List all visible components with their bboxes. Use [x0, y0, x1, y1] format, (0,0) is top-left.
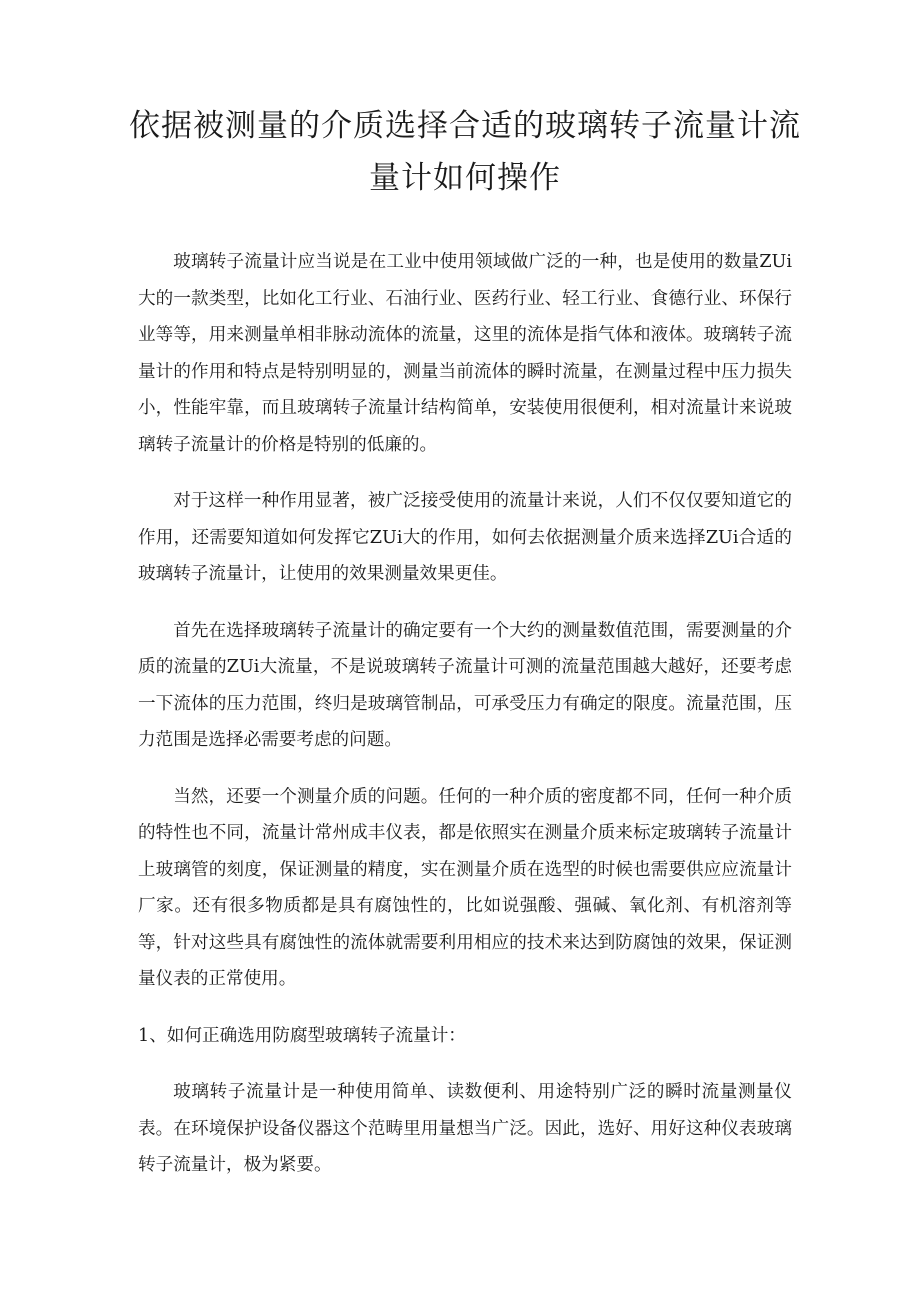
section-heading: 1、如何正确选用防腐型玻璃转子流量计： — [138, 1025, 466, 1046]
paragraph-medium: 当然，还要一个测量介质的问题。任何的一种介质的密度都不同，任何一种介质的特性也不同，流量计常州成丰仪表，都是依照实在测量介质来标定玻璃转子流量计上玻璃管的刻度，保证测量的精度，实在测量介质在选型的时候也需要供应应流量计厂家。还有很多物质都是具有腐蚀性的，比如说强酸、强碱、氧化剂、有机溶剂等等，针对这些具有腐蚀性的流体就需要利用相应的技术来达到防腐蚀的效果，保证测量仪表的正常使用。 — [138, 786, 792, 989]
paragraph-flow-range: 首先在选择玻璃转子流量计的确定要有一个大约的测量数值范围，需要测量的介质的流量的ZUi大流量，不是说玻璃转子流量计可测的流量范围越大越好，还要考虑一下流体的压力范围，终归是玻璃管制品，可承受压力有确定的限度。流量范围，压力范围是选择必需要考虑的问题。 — [138, 620, 792, 750]
paragraph-purpose: 对于这样一种作用显著，被广泛接受使用的流量计来说，人们不仅仅要知道它的作用，还需要知道如何发挥它ZUi大的作用，如何去依据测量介质来选择ZUi合适的玻璃转子流量计，让使用的效果测量效果更佳。 — [138, 491, 792, 584]
paragraph-intro: 玻璃转子流量计应当说是在工业中使用领域做广泛的一种，也是使用的数量ZUi大的一款类型，比如化工行业、石油行业、医药行业、轻工行业、食德行业、环保行业等等，用来测量单相非脉动流体的流量，这里的流体是指气体和液体。玻璃转子流量计的作用和特点是特别明显的，测量当前流体的瞬时流量，在测量过程中压力损失小，性能牢靠，而且玻璃转子流量计结构简单，安装使用很便利，相对流量计来说玻璃转子流量计的价格是特别的低廉的。 — [138, 252, 792, 455]
document-title: 依据被测量的介质选择合适的玻璃转子流量计流量计如何操作 — [129, 108, 801, 196]
paragraph-anticorrosion: 玻璃转子流量计是一种使用简单、读数便利、用途特别广泛的瞬时流量测量仪表。在环境保护设备仪器这个范畴里用量想当广泛。因此，选好、用好这种仪表玻璃转子流量计，极为紧要。 — [138, 1082, 792, 1175]
document-page — [129, 100, 801, 1204]
